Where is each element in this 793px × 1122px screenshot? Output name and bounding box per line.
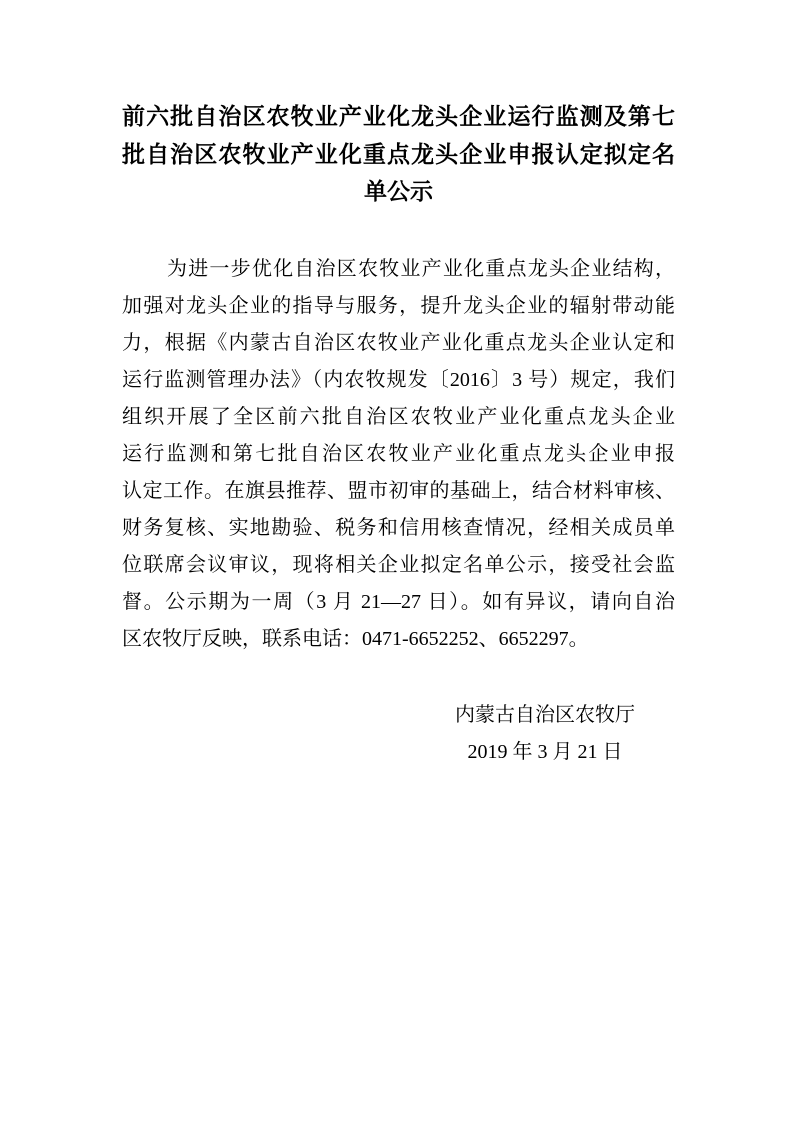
- document-content: [122, 0, 675, 771]
- notice-body: [122, 251, 675, 658]
- notice-title: [122, 98, 675, 211]
- issue-date: 2019 年 3 月 21 日: [467, 740, 623, 763]
- body-line: 组织开展了全区前六批自治区农牧业产业化重点龙头企业: [122, 405, 675, 428]
- notice-title-line-2: 批自治区农牧业产业化重点龙头企业申报认定拟定名: [122, 140, 675, 167]
- body-line: 认定工作。在旗县推荐、盟市初审的基础上，结合材料审核、: [122, 479, 675, 502]
- body-line: 力，根据《内蒙古自治区农牧业产业化重点龙头企业认定和: [122, 331, 675, 354]
- notice-title-line-3: 单公示: [364, 178, 433, 204]
- issuer-name: 内蒙古自治区农牧厅: [455, 703, 635, 726]
- body-line: 为进一步优化自治区农牧业产业化重点龙头企业结构，: [167, 257, 675, 280]
- body-line: 督。公示期为一周（3 月 21—27 日）。如有异议，请向自治: [122, 590, 675, 613]
- body-line: 位联席会议审议，现将相关企业拟定名单公示，接受社会监: [122, 553, 675, 576]
- signature-block: [415, 697, 675, 771]
- body-line: 加强对龙头企业的指导与服务，提升龙头企业的辐射带动能: [122, 294, 675, 317]
- notice-title-line-1: 前六批自治区农牧业产业化龙头企业运行监测及第七: [122, 103, 675, 129]
- body-line: 运行监测管理办法》（内农牧规发〔2016〕3 号）规定，我们: [122, 368, 675, 391]
- body-line: 财务复核、实地勘验、税务和信用核查情况，经相关成员单: [122, 516, 675, 539]
- body-line: 区农牧厅反映，联系电话：0471-6652252、6652297。: [122, 627, 589, 650]
- body-line: 运行监测和第七批自治区农牧业产业化重点龙头企业申报: [122, 442, 675, 465]
